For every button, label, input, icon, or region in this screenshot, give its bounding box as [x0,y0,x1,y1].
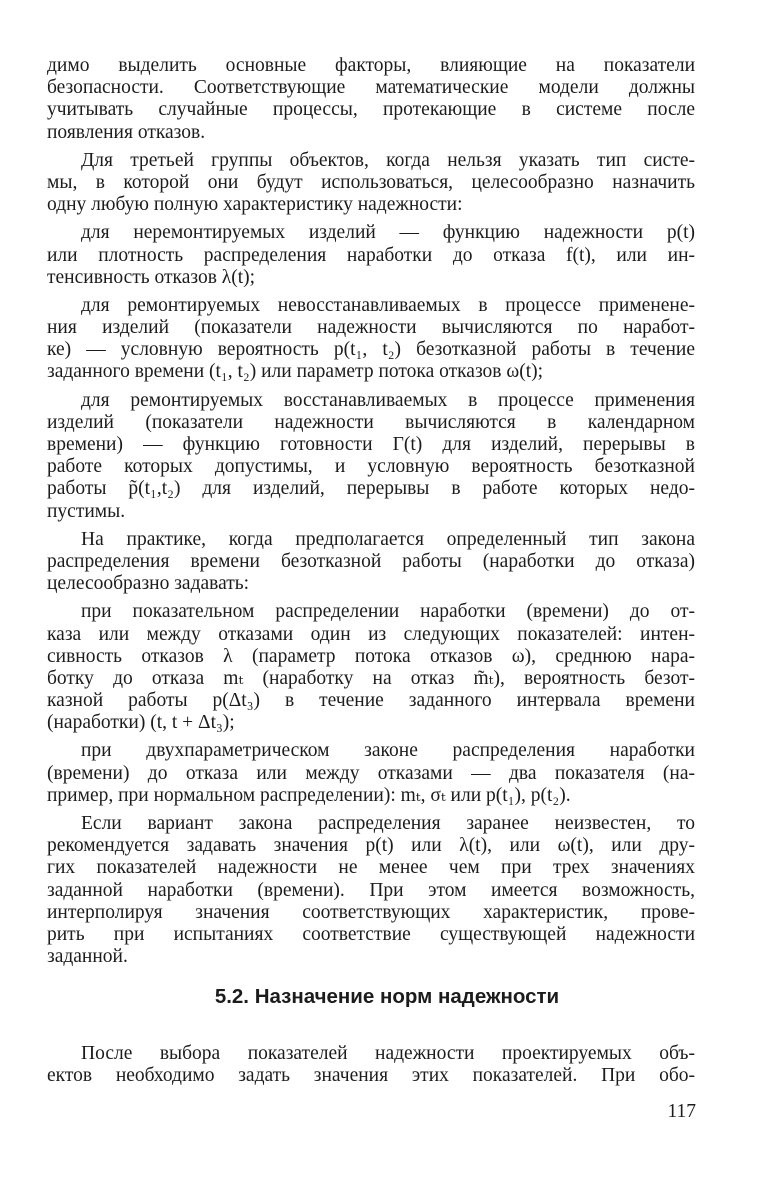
text-line: появления отказов. [47,121,206,143]
text-line: для ремонтируемых невосстанавливаемых в процессе применене- [81,294,695,316]
text-line: рекомендуется задавать значения p(t) или λ(t), или ω(t), или дру- [47,835,695,857]
text-line: ектов необходимо задать значения этих показателей. При обо- [47,1065,695,1087]
text-line: при показательном распределении наработки (времени) до от- [81,601,695,623]
text-line: Для третьей группы объектов, когда нельзя указать тип систе- [81,149,695,171]
closing-paragraph [47,1043,695,1087]
paragraph [47,150,695,217]
text-line: казной работы p(Δt₃) в течение заданного интервала времени [47,690,695,712]
text-line: мы, в которой они будут использоваться, целесообразно назначить [47,171,695,193]
text-line: каза или между отказами один из следующих показателей: интен- [47,623,695,645]
text-line: ботку до отказа mₜ (наработку на отказ m̃ₜ), вероятность безот- [47,667,695,689]
text-line: гих показателей надежности не менее чем при трех значениях [47,857,695,879]
paragraph [47,813,695,968]
text-line: заданной. [47,946,128,968]
text-line: (наработки) (t, t + Δt₃); [47,712,235,734]
paragraph [47,295,695,384]
text-line: изделий (показатели надежности вычисляются в календарном [47,411,695,433]
text-line: димо выделить основные факторы, влияющие на показатели [47,55,695,76]
text-line: времени) — функцию готовности Γ(t) для изделий, перерывы в [47,434,695,455]
text-line: Если вариант закона распределения заранее неизвестен, то [81,813,695,834]
text-line: одну любую полную характеристику надежности: [47,194,463,216]
text-line: распределения времени безотказной работы (наработки до отказа) [47,550,695,572]
text-line: (времени) до отказа или между отказами — два показателя (на- [47,762,695,784]
paragraph [47,222,695,289]
text-line: ке) — условную вероятность p(t₁, t₂) безотказной работы в течение [47,339,695,361]
paragraph [47,601,695,734]
text-line: учитывать случайные процессы, протекающие в системе после [47,99,695,121]
text-line: сивность отказов λ (параметр потока отказов ω), среднюю нара- [47,645,695,667]
section-heading: 5.2. Назначение норм надежности [214,985,560,1008]
page-number: 117 [667,1101,696,1122]
text-line: ния изделий (показатели надежности вычисляются по наработ- [47,317,695,339]
text-line: интерполируя значения соответствующих характеристик, прове- [47,901,695,923]
text-line: пример, при нормальном распределении): mₜ, σₜ или p(t₁), p(t₂). [47,784,571,806]
text-line: работы p̃(t₁,t₂) для изделий, перерывы в работе которых недо- [47,478,695,500]
text-line: На практике, когда предполагается определенный тип закона [81,528,695,550]
paragraph [47,740,695,807]
paragraph [47,529,695,596]
text-line: пустимы. [47,500,126,522]
text-line: заданной наработки (времени). При этом имеется возможность, [47,879,695,901]
text-line: для неремонтируемых изделий — функцию надежности p(t) [81,222,695,244]
text-line: тенсивность отказов λ(t); [47,266,256,288]
text-line: безопасности. Соответствующие математические модели должны [47,77,695,99]
text-line: работе которых допустимы, и условную вероятность безотказной [47,456,695,478]
paragraph [47,55,695,144]
text-line: для ремонтируемых восстанавливаемых в процессе применения [81,389,695,411]
paragraph [47,390,695,523]
text-line: или плотность распределения наработки до отказа f(t), или ин- [47,244,695,266]
text-line: при двухпараметрическом законе распределения наработки [81,740,695,762]
main-text [47,55,695,974]
text-line: После выбора показателей надежности проектируемых объ- [81,1043,695,1064]
text-line: рить при испытаниях соответствие существующей надежности [47,923,695,945]
text-line: целесообразно задавать: [47,573,250,595]
text-line: заданного времени (t₁, t₂) или параметр потока отказов ω(t); [47,361,544,383]
